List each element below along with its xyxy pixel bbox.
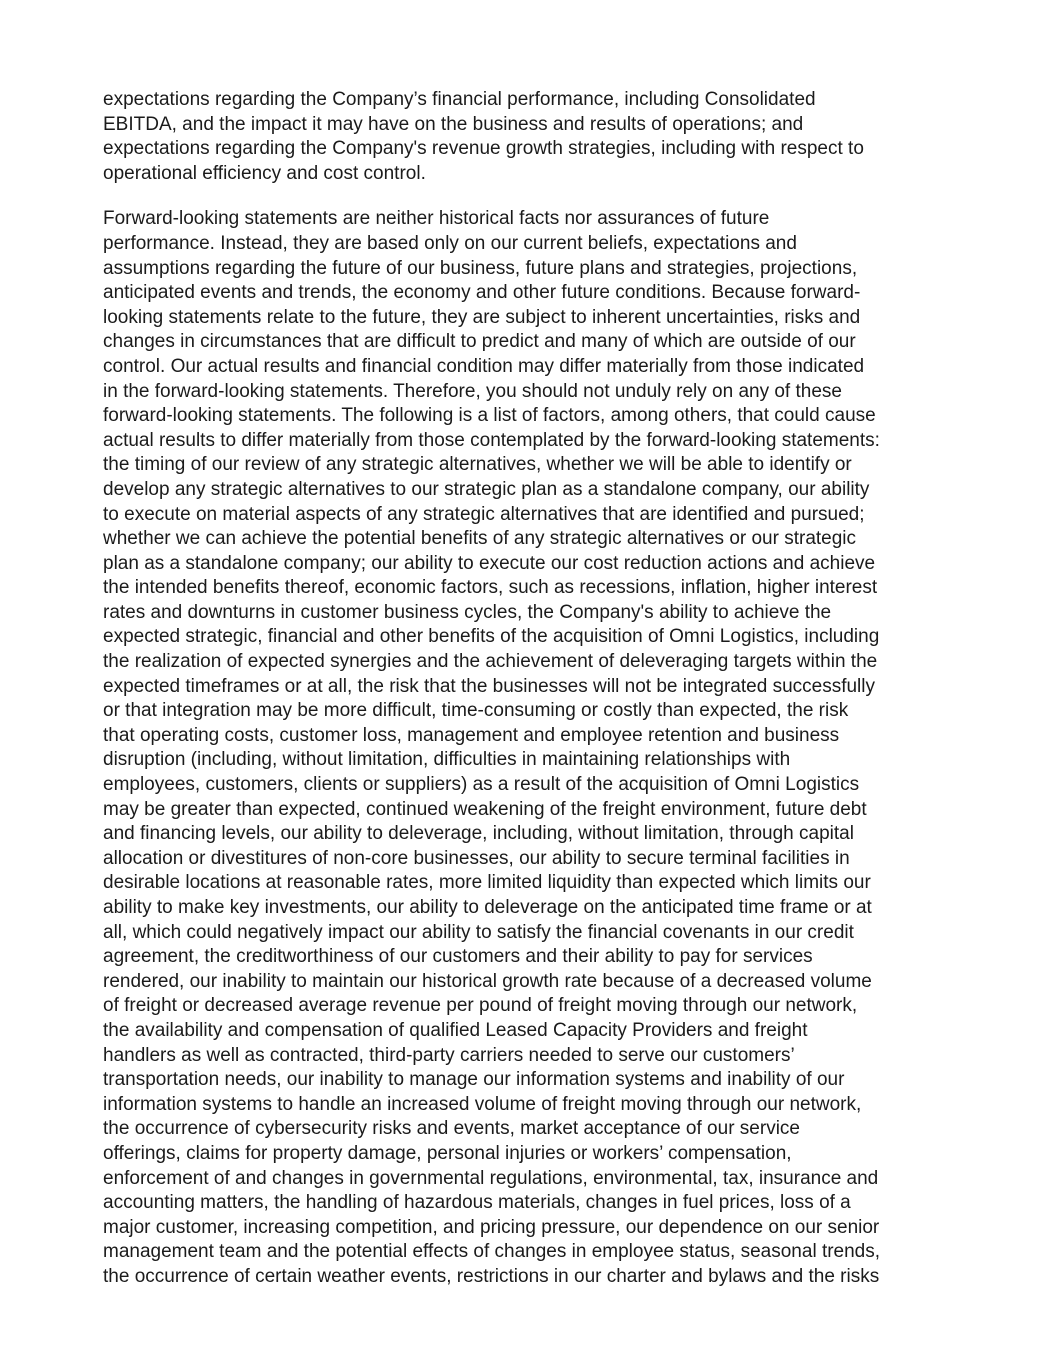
text-line: the intended benefits thereof, economic factors, such as recessions, inflation, higher interest [103, 577, 878, 599]
text-line: expected timeframes or at all, the risk that the businesses will not be integrated successfully [103, 675, 875, 697]
paragraph-expectations [103, 88, 978, 186]
text-line: the realization of expected synergies and the achievement of deleveraging targets within the [103, 651, 878, 673]
text-line: the occurrence of cybersecurity risks and events, market acceptance of our service [103, 1118, 800, 1140]
text-line: in the forward-looking statements. Therefore, you should not unduly rely on any of these [103, 380, 842, 402]
text-line: agreement, the creditworthiness of our customers and their ability to pay for services [103, 946, 813, 968]
text-line: whether we can achieve the potential benefits of any strategic alternatives or our strategic [103, 528, 857, 550]
text-line: plan as a standalone company; our ability to execute our cost reduction actions and achieve [103, 552, 876, 574]
text-line: allocation or divestitures of non-core businesses, our ability to secure terminal facilities in [103, 847, 850, 869]
text-line: handlers as well as contracted, third-party carriers needed to serve our customers’ [103, 1044, 795, 1066]
text-line: assumptions regarding the future of our business, future plans and strategies, projections, [103, 257, 858, 279]
text-line: offerings, claims for property damage, personal injuries or workers’ compensation, [103, 1142, 792, 1164]
text-line: to execute on material aspects of any strategic alternatives that are identified and pursued; [103, 503, 865, 525]
text-line: develop any strategic alternatives to our strategic plan as a standalone company, our ability [103, 478, 870, 500]
document-page [103, 88, 978, 1311]
text-line: the availability and compensation of qualified Leased Capacity Providers and freight [103, 1019, 808, 1041]
text-line: of freight or decreased average revenue per pound of freight moving through our network, [103, 995, 858, 1017]
text-line: Forward-looking statements are neither historical facts nor assurances of future [103, 208, 770, 230]
text-line: EBITDA, and the impact it may have on the business and results of operations; and [103, 113, 804, 135]
text-line: actual results to differ materially from those contemplated by the forward-looking statements: [103, 429, 880, 451]
text-line: desirable locations at reasonable rates, more limited liquidity than expected which limits our [103, 872, 871, 894]
text-line: rates and downturns in customer business cycles, the Company's ability to achieve the [103, 601, 832, 623]
text-line: rendered, our inability to maintain our historical growth rate because of a decreased volume [103, 970, 872, 992]
text-line: employees, customers, clients or suppliers) as a result of the acquisition of Omni Logistics [103, 774, 860, 796]
text-line: performance. Instead, they are based only on our current beliefs, expectations and [103, 232, 797, 254]
text-line: expectations regarding the Company's revenue growth strategies, including with respect to [103, 138, 864, 160]
text-line: expected strategic, financial and other benefits of the acquisition of Omni Logistics, including [103, 626, 880, 648]
text-line: operational efficiency and cost control. [103, 162, 426, 184]
text-line: management team and the potential effects of changes in employee status, seasonal trends, [103, 1241, 881, 1263]
text-line: and financing levels, our ability to deleverage, including, without limitation, through capital [103, 823, 854, 845]
text-line: the timing of our review of any strategic alternatives, whether we will be able to identify or [103, 454, 852, 476]
text-line: information systems to handle an increased volume of freight moving through our network, [103, 1093, 862, 1115]
paragraph-forward-looking-statements [103, 207, 978, 1289]
text-line: enforcement of and changes in governmental regulations, environmental, tax, insurance and [103, 1167, 879, 1189]
text-line: that operating costs, customer loss, management and employee retention and business [103, 724, 840, 746]
text-line: may be greater than expected, continued weakening of the freight environment, future debt [103, 798, 867, 820]
text-line: looking statements relate to the future, they are subject to inherent uncertainties, risks and [103, 306, 861, 328]
text-line: changes in circumstances that are difficult to predict and many of which are outside of our [103, 331, 856, 353]
text-line: disruption (including, without limitation, difficulties in maintaining relationships with [103, 749, 791, 771]
text-line: the occurrence of certain weather events, restrictions in our charter and bylaws and the risks [103, 1265, 880, 1287]
text-line: transportation needs, our inability to manage our information systems and inability of our [103, 1069, 845, 1091]
text-line: expectations regarding the Company’s financial performance, including Consolidated [103, 89, 816, 110]
text-line: anticipated events and trends, the economy and other future conditions. Because forward- [103, 282, 861, 304]
text-line: or that integration may be more difficult, time-consuming or costly than expected, the risk [103, 700, 849, 722]
text-line: forward-looking statements. The following is a list of factors, among others, that could cause [103, 405, 876, 427]
text-line: major customer, increasing competition, and pricing pressure, our dependence on our senior [103, 1216, 880, 1238]
text-line: all, which could negatively impact our ability to satisfy the financial covenants in our credit [103, 921, 854, 943]
text-line: ability to make key investments, our ability to deleverage on the anticipated time frame or at [103, 897, 872, 918]
text-line: control. Our actual results and financial condition may differ materially from those indicated [103, 355, 865, 377]
text-line: accounting matters, the handling of hazardous materials, changes in fuel prices, loss of a [103, 1192, 851, 1214]
